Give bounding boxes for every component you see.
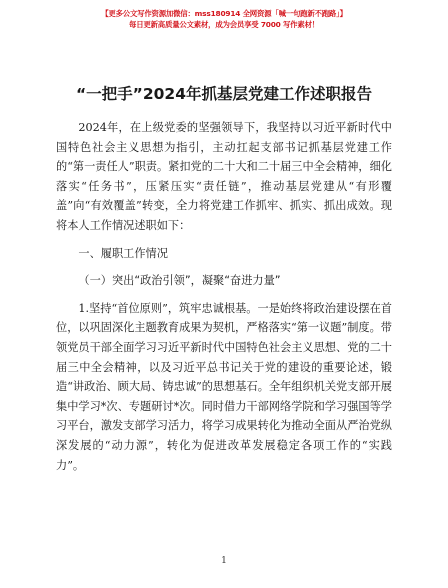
promo-banner-line-2: 每日更新高质量公文素材，成为会员享受 7000 写作素材！ bbox=[129, 20, 319, 29]
document-body bbox=[56, 118, 392, 475]
subsection-heading: （一）突出“政治引领”，凝聚“奋进力量” bbox=[78, 274, 281, 288]
section-heading: 一、履职工作情况 bbox=[78, 246, 168, 260]
intro-paragraph: 2024年，在上级党委的坚强领导下，我坚持以习近平新时代中国特色社会主义思想为指引，主动扛起支部书记抓基层党建工作的“第一责任人”职责。紧扣党的二十大和二十届三中全会精神，细化落实“任务书”，压紧压实“责任链”，推动基层党建从“有形覆盖”向“有效覆盖”转变，全力将党建工作抓牢、抓实、抓出成效。现将本人工作情况述职如下： bbox=[56, 121, 392, 232]
promo-banner-line-1: 【更多公文写作资源加微信：mss180914 全网资源「喊一句跑新不跑路」】 bbox=[101, 9, 347, 18]
body-paragraph: 1.坚持“首位原则”，筑牢忠诚根基。一是始终将政治建设摆在首位，以巩固深化主题教育成果为契机，严格落实“第一议题”制度。带领党员干部全面学习习近平新时代中国特色社会主义思想、党的二十届三中全会精神，以及习近平总书记关于党的建设的重要论述，锻造“讲政治、顾大局、铸忠诚”的思想基石。全年组织机关党支部开展集中学习*次、专题研讨*次。同时借力干部网络学院和学习强国等学习平台，激发支部学习活力，将学习成果转化为推动全面从严治党纵深发展的“动力源”，转化为促进改革发展稳定各项工作的“实践力”。 bbox=[56, 301, 392, 472]
promo-banner bbox=[56, 8, 392, 30]
document-page bbox=[0, 8, 448, 588]
document-title: “一把手”2024年抓基层党建工作述职报告 bbox=[75, 85, 372, 103]
page-number: 1 bbox=[221, 556, 227, 566]
